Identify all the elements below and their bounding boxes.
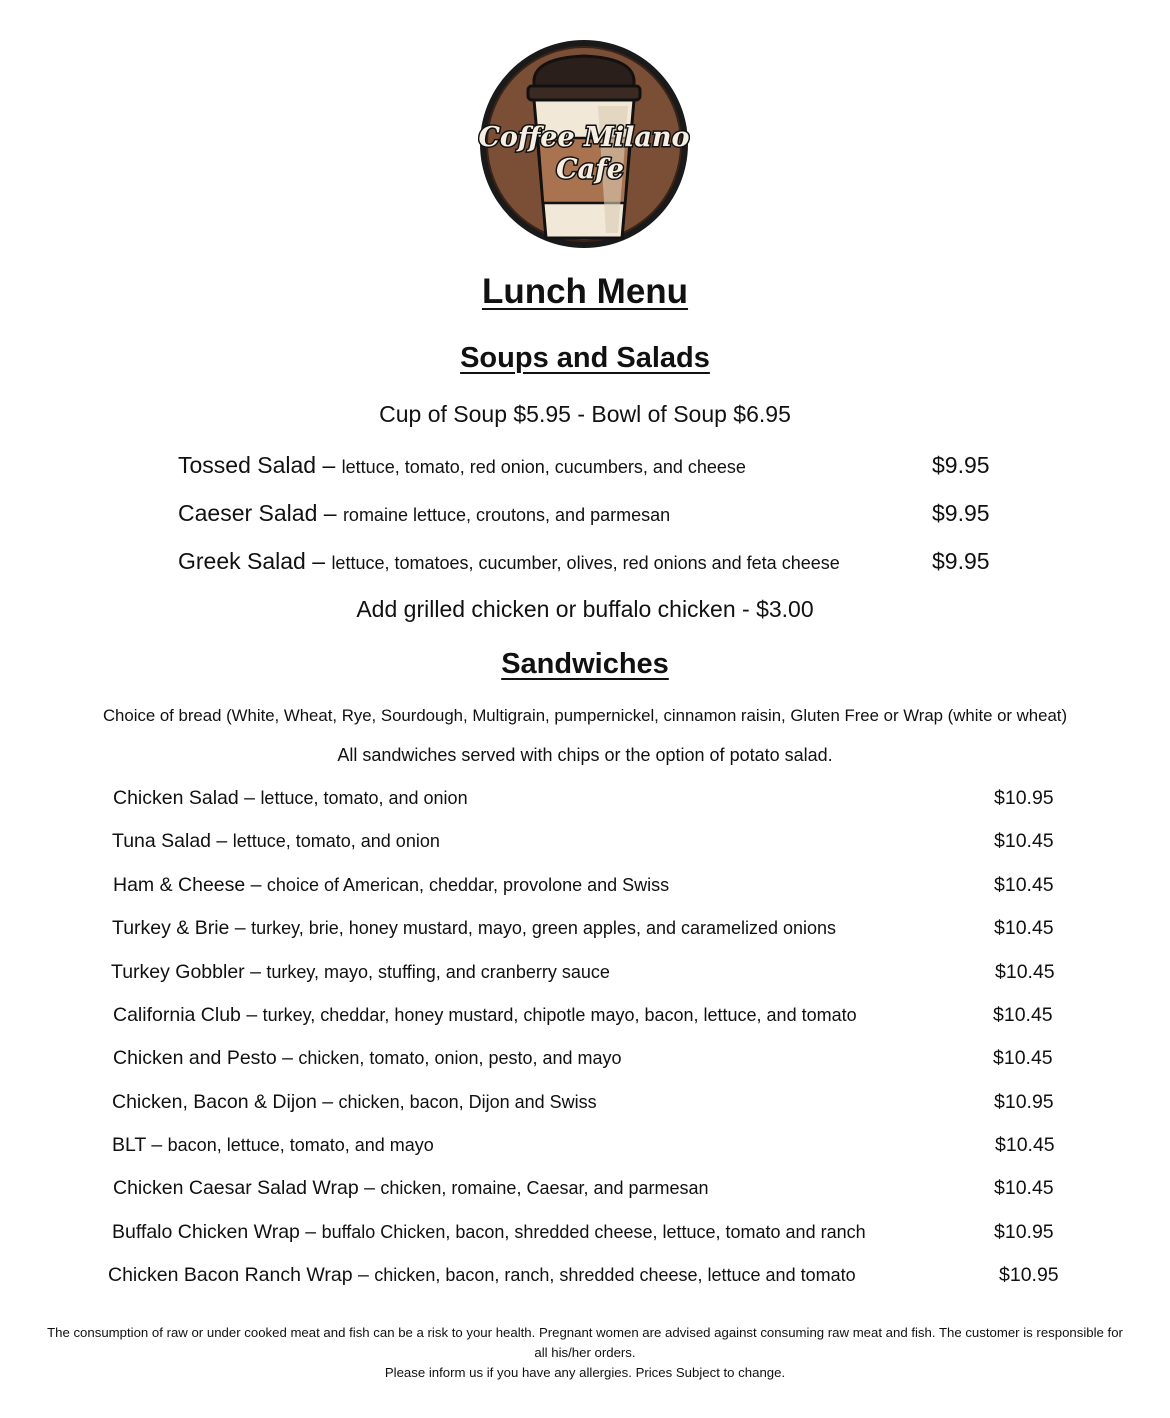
- sandwich-item: California Club – turkey, cheddar, honey mustard, chipotle mayo, bacon, lettuce, and tomato: [113, 1004, 857, 1026]
- sides-line: All sandwiches served with chips or the option of potato salad.: [337, 745, 833, 765]
- salad-item-description: lettuce, tomatoes, cucumber, olives, red onions and feta cheese: [331, 553, 840, 573]
- sandwich-item-description: chicken, romaine, Caesar, and parmesan: [380, 1178, 709, 1198]
- sandwich-item-description: choice of American, cheddar, provolone and Swiss: [266, 875, 670, 895]
- sandwich-item-description: lettuce, tomato, and onion: [260, 788, 468, 808]
- sandwich-item-description: chicken, tomato, onion, pesto, and mayo: [298, 1048, 622, 1068]
- footer-disclaimer: [40, 1323, 1130, 1383]
- footer-allergy-note: Please inform us if you have any allergies. Prices Subject to change.: [384, 1365, 786, 1380]
- section-heading-soups-salads: Soups and Salads: [460, 342, 710, 374]
- sandwich-item-description: chicken, bacon, ranch, shredded cheese, lettuce and tomato: [374, 1265, 856, 1285]
- sandwich-item-price: $10.45: [995, 1134, 1055, 1156]
- cafe-logo: [478, 38, 690, 250]
- salad-item: Caeser Salad – romaine lettuce, croutons, and parmesan: [178, 500, 671, 526]
- logo-text-line1: Coffee Milano: [478, 122, 690, 153]
- footer-health-warning: The consumption of raw or under cooked meat and fish can be a risk to your health. Pregnant women are advised against consuming raw meat and fish. The customer is responsible for all his/her orders.: [47, 1325, 1123, 1360]
- sandwich-item-description: turkey, brie, honey mustard, mayo, green apples, and caramelized onions: [251, 918, 837, 938]
- sandwich-item-price: $10.95: [994, 787, 1054, 809]
- sandwich-item-description: bacon, lettuce, tomato, and mayo: [167, 1135, 434, 1155]
- sandwich-item-name: California Club: [113, 1004, 241, 1026]
- sandwich-item-description: buffalo Chicken, bacon, shredded cheese, lettuce, tomato and ranch: [321, 1222, 866, 1242]
- sandwich-item-description: chicken, bacon, Dijon and Swiss: [338, 1092, 597, 1112]
- sandwich-item: Chicken, Bacon & Dijon – chicken, bacon, Dijon and Swiss: [112, 1091, 597, 1113]
- sandwich-item-name: Ham & Cheese: [113, 874, 246, 896]
- sandwich-item-price: $10.45: [995, 961, 1055, 983]
- sandwich-item-name: Chicken Bacon Ranch Wrap: [108, 1264, 353, 1286]
- salad-item-name: Caeser Salad: [178, 500, 318, 526]
- sandwich-item: Chicken and Pesto – chicken, tomato, onion, pesto, and mayo: [113, 1047, 622, 1069]
- sandwich-item: Ham & Cheese – choice of American, cheddar, provolone and Swiss: [113, 874, 670, 896]
- sandwich-item-price: $10.45: [993, 1047, 1053, 1069]
- salad-item-description: romaine lettuce, croutons, and parmesan: [342, 505, 671, 525]
- sandwich-item: Chicken Caesar Salad Wrap – chicken, romaine, Caesar, and parmesan: [113, 1177, 709, 1199]
- sandwich-item: Turkey Gobbler – turkey, mayo, stuffing, and cranberry sauce: [111, 961, 610, 983]
- sandwich-item-name: BLT: [112, 1134, 146, 1156]
- sandwich-item: Tuna Salad – lettuce, tomato, and onion: [112, 830, 440, 852]
- sandwich-item-description: turkey, mayo, stuffing, and cranberry sauce: [266, 962, 610, 982]
- salad-item-name: Greek Salad: [178, 548, 306, 574]
- salad-item-price: $9.95: [932, 500, 990, 526]
- sandwich-item-price: $10.45: [994, 917, 1054, 939]
- salad-item-description: lettuce, tomato, red onion, cucumbers, and cheese: [341, 457, 746, 477]
- sandwich-item-name: Tuna Salad: [112, 830, 212, 852]
- sandwich-item-name: Chicken Caesar Salad Wrap: [113, 1177, 359, 1199]
- salad-addon-line: Add grilled chicken or buffalo chicken - $3.00: [356, 596, 814, 622]
- page-title: Lunch Menu: [481, 272, 689, 311]
- salad-item-name: Tossed Salad: [178, 452, 317, 478]
- sandwich-item-name: Chicken and Pesto: [113, 1047, 277, 1069]
- bread-choice-line: Choice of bread (White, Wheat, Rye, Sourdough, Multigrain, pumpernickel, cinnamon raisin, Gluten Free or Wrap (white or wheat): [102, 706, 1068, 725]
- salad-item: Greek Salad – lettuce, tomatoes, cucumber, olives, red onions and feta cheese: [178, 548, 840, 574]
- sandwich-item-price: $10.45: [993, 1004, 1053, 1026]
- sandwich-item-price: $10.45: [994, 1177, 1054, 1199]
- sandwich-item-name: Turkey Gobbler: [111, 961, 245, 983]
- sandwich-item-price: $10.45: [994, 874, 1054, 896]
- salad-item-price: $9.95: [932, 452, 990, 478]
- sandwich-item-description: lettuce, tomato, and onion: [232, 831, 440, 851]
- sandwich-item: Buffalo Chicken Wrap – buffalo Chicken, bacon, shredded cheese, lettuce, tomato and ranch: [112, 1221, 866, 1243]
- section-heading-sandwiches: Sandwiches: [501, 648, 669, 680]
- sandwich-item-name: Chicken, Bacon & Dijon: [112, 1091, 317, 1113]
- sandwich-item-price: $10.45: [994, 830, 1054, 852]
- sandwich-item: BLT – bacon, lettuce, tomato, and mayo: [112, 1134, 434, 1156]
- sandwich-item: Chicken Bacon Ranch Wrap – chicken, bacon, ranch, shredded cheese, lettuce and tomato: [108, 1264, 856, 1286]
- logo-text-line2: Cafe: [556, 154, 624, 185]
- salad-item-price: $9.95: [932, 548, 990, 574]
- sandwich-item: Chicken Salad – lettuce, tomato, and onion: [113, 787, 468, 809]
- sandwich-item: Turkey & Brie – turkey, brie, honey mustard, mayo, green apples, and caramelized onions: [112, 917, 837, 939]
- sandwich-item-price: $10.95: [994, 1091, 1054, 1113]
- sandwich-item-name: Turkey & Brie: [112, 917, 230, 939]
- sandwich-item-description: turkey, cheddar, honey mustard, chipotle mayo, bacon, lettuce, and tomato: [262, 1005, 857, 1025]
- sandwich-item-price: $10.95: [999, 1264, 1059, 1286]
- sandwich-item-name: Buffalo Chicken Wrap: [112, 1221, 300, 1243]
- coffee-cup-logo-icon: [478, 38, 690, 250]
- salad-item: Tossed Salad – lettuce, tomato, red onion, cucumbers, and cheese: [178, 452, 746, 478]
- sandwich-item-price: $10.95: [994, 1221, 1054, 1243]
- soup-price-line: Cup of Soup $5.95 - Bowl of Soup $6.95: [379, 401, 791, 427]
- sandwich-item-name: Chicken Salad: [113, 787, 239, 809]
